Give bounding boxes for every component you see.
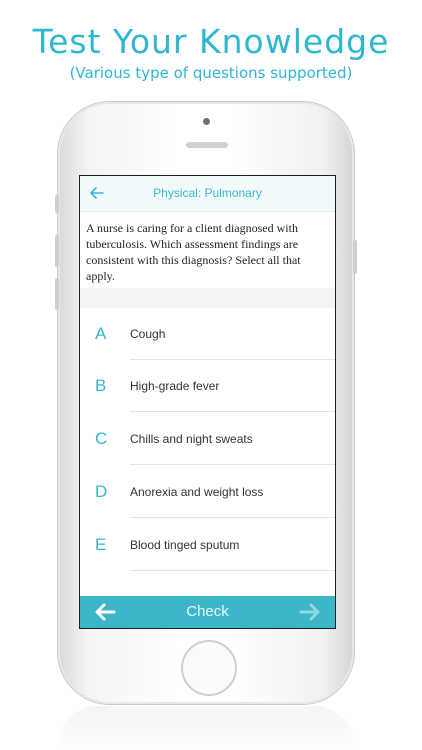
phone-reflection (58, 706, 354, 750)
option-separator (130, 411, 335, 412)
option-letter: E (95, 535, 107, 554)
home-button[interactable] (181, 640, 237, 696)
section-divider (80, 288, 335, 308)
answer-option-a[interactable] (80, 308, 335, 360)
answer-option-e[interactable] (80, 519, 335, 571)
check-button[interactable]: Check (186, 603, 229, 620)
front-camera (203, 118, 210, 125)
answer-option-b[interactable] (80, 360, 335, 412)
volume-up-button (55, 235, 59, 267)
bottom-toolbar (80, 596, 335, 628)
option-text: High-grade fever (130, 379, 220, 393)
app-screen (79, 175, 336, 629)
option-text: Chills and night sweats (130, 432, 253, 446)
option-text: Cough (130, 327, 166, 341)
navigation-bar (80, 176, 335, 212)
earpiece-speaker (186, 142, 228, 148)
option-letter: A (95, 324, 107, 343)
option-separator (130, 570, 335, 571)
nav-title: Physical: Pulmonary (153, 186, 262, 200)
answer-option-c[interactable] (80, 413, 335, 465)
promo-subtitle: (Various type of questions supported) (69, 64, 353, 82)
option-text: Anorexia and weight loss (130, 485, 264, 499)
promo-title: Test Your Knowledge (32, 22, 390, 61)
option-separator (130, 517, 335, 518)
question-text: A nurse is caring for a client diagnosed with tuberculosis. Which assessment findings are consistent with this diagnosis? Select all that apply. (86, 221, 301, 283)
option-letter: C (95, 429, 108, 448)
power-button (353, 240, 357, 274)
right-arrow-icon[interactable] (298, 602, 322, 622)
option-letter: B (95, 376, 107, 395)
option-separator (130, 464, 335, 465)
volume-down-button (55, 278, 59, 310)
answer-option-d[interactable] (80, 466, 335, 518)
option-text: Blood tinged sputum (130, 538, 240, 552)
option-letter: D (95, 482, 108, 501)
mute-switch (55, 195, 59, 213)
